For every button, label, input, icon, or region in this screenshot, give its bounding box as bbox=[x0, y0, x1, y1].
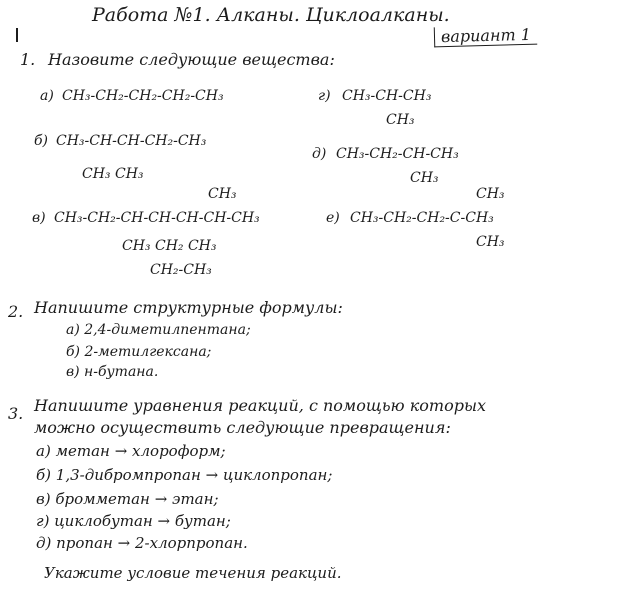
task3-item-b: б) 1,3-дибромпропан → циклопропан; bbox=[36, 466, 333, 484]
task1-item-b-branch: CH₃ CH₃ bbox=[82, 166, 144, 182]
task2-item-b: б) 2-метилгексана; bbox=[66, 344, 212, 360]
task1-item-a-formula: CH₃-CH₂-CH₂-CH₂-CH₃ bbox=[62, 88, 224, 104]
task1-item-v-top-branch: CH₃ bbox=[208, 186, 237, 202]
task1-item-g-formula: CH₃-CH-CH₃ bbox=[342, 88, 432, 104]
task1-item-e-top-branch: CH₃ bbox=[476, 186, 505, 202]
task2-text: Напишите структурные формулы: bbox=[34, 298, 343, 317]
task1-text: Назовите следующие вещества: bbox=[48, 50, 335, 69]
task3-text-line1: Напишите уравнения реакций, с помощью которых bbox=[34, 396, 487, 415]
task1-item-e-formula: CH₃-CH₂-CH₂-C-CH₃ bbox=[350, 210, 494, 226]
task2-item-v: в) н-бутана. bbox=[66, 364, 159, 380]
task1-item-v-branch: CH₃ CH₂ CH₃ bbox=[122, 238, 217, 254]
task3-item-v: в) бромметан → этан; bbox=[36, 490, 219, 508]
task1-item-e-branch: CH₃ bbox=[476, 234, 505, 250]
task1-item-d-branch: CH₃ bbox=[410, 170, 439, 186]
worksheet-title: Работа №1. Алканы. Циклоалканы. bbox=[92, 4, 450, 26]
task1-item-v-branch2: CH₂-CH₃ bbox=[150, 262, 212, 278]
task3-item-a: а) метан → хлороформ; bbox=[36, 442, 226, 460]
margin-mark bbox=[16, 28, 18, 42]
task3-text-line2: можно осуществить следующие превращения: bbox=[34, 418, 451, 437]
task3-item-g: г) циклобутан → бутан; bbox=[36, 512, 231, 530]
task3-closing-note: Укажите условие течения реакций. bbox=[44, 564, 342, 582]
task1-item-g-branch: CH₃ bbox=[386, 112, 415, 128]
task1-item-e-label: е) bbox=[326, 210, 340, 226]
task2-number: 2. bbox=[8, 302, 24, 321]
task2-item-a: а) 2,4-диметилпентана; bbox=[66, 322, 251, 338]
task3-item-d: д) пропан → 2-хлорпропан. bbox=[36, 534, 248, 552]
task1-number: 1. bbox=[20, 50, 36, 69]
task1-item-b-formula: CH₃-CH-CH-CH₂-CH₃ bbox=[56, 133, 207, 149]
task1-item-a-label: а) bbox=[40, 88, 54, 104]
task1-item-v-label: в) bbox=[32, 210, 46, 226]
variant-label: вариант 1 bbox=[434, 25, 537, 48]
task1-item-d-formula: CH₃-CH₂-CH-CH₃ bbox=[336, 146, 459, 162]
task1-item-d-label: д) bbox=[312, 146, 327, 162]
task1-item-v-formula: CH₃-CH₂-CH-CH-CH-CH-CH₃ bbox=[54, 210, 260, 226]
task3-number: 3. bbox=[8, 404, 24, 423]
task1-item-b-label: б) bbox=[34, 133, 49, 149]
task1-item-g-label: г) bbox=[318, 88, 331, 104]
